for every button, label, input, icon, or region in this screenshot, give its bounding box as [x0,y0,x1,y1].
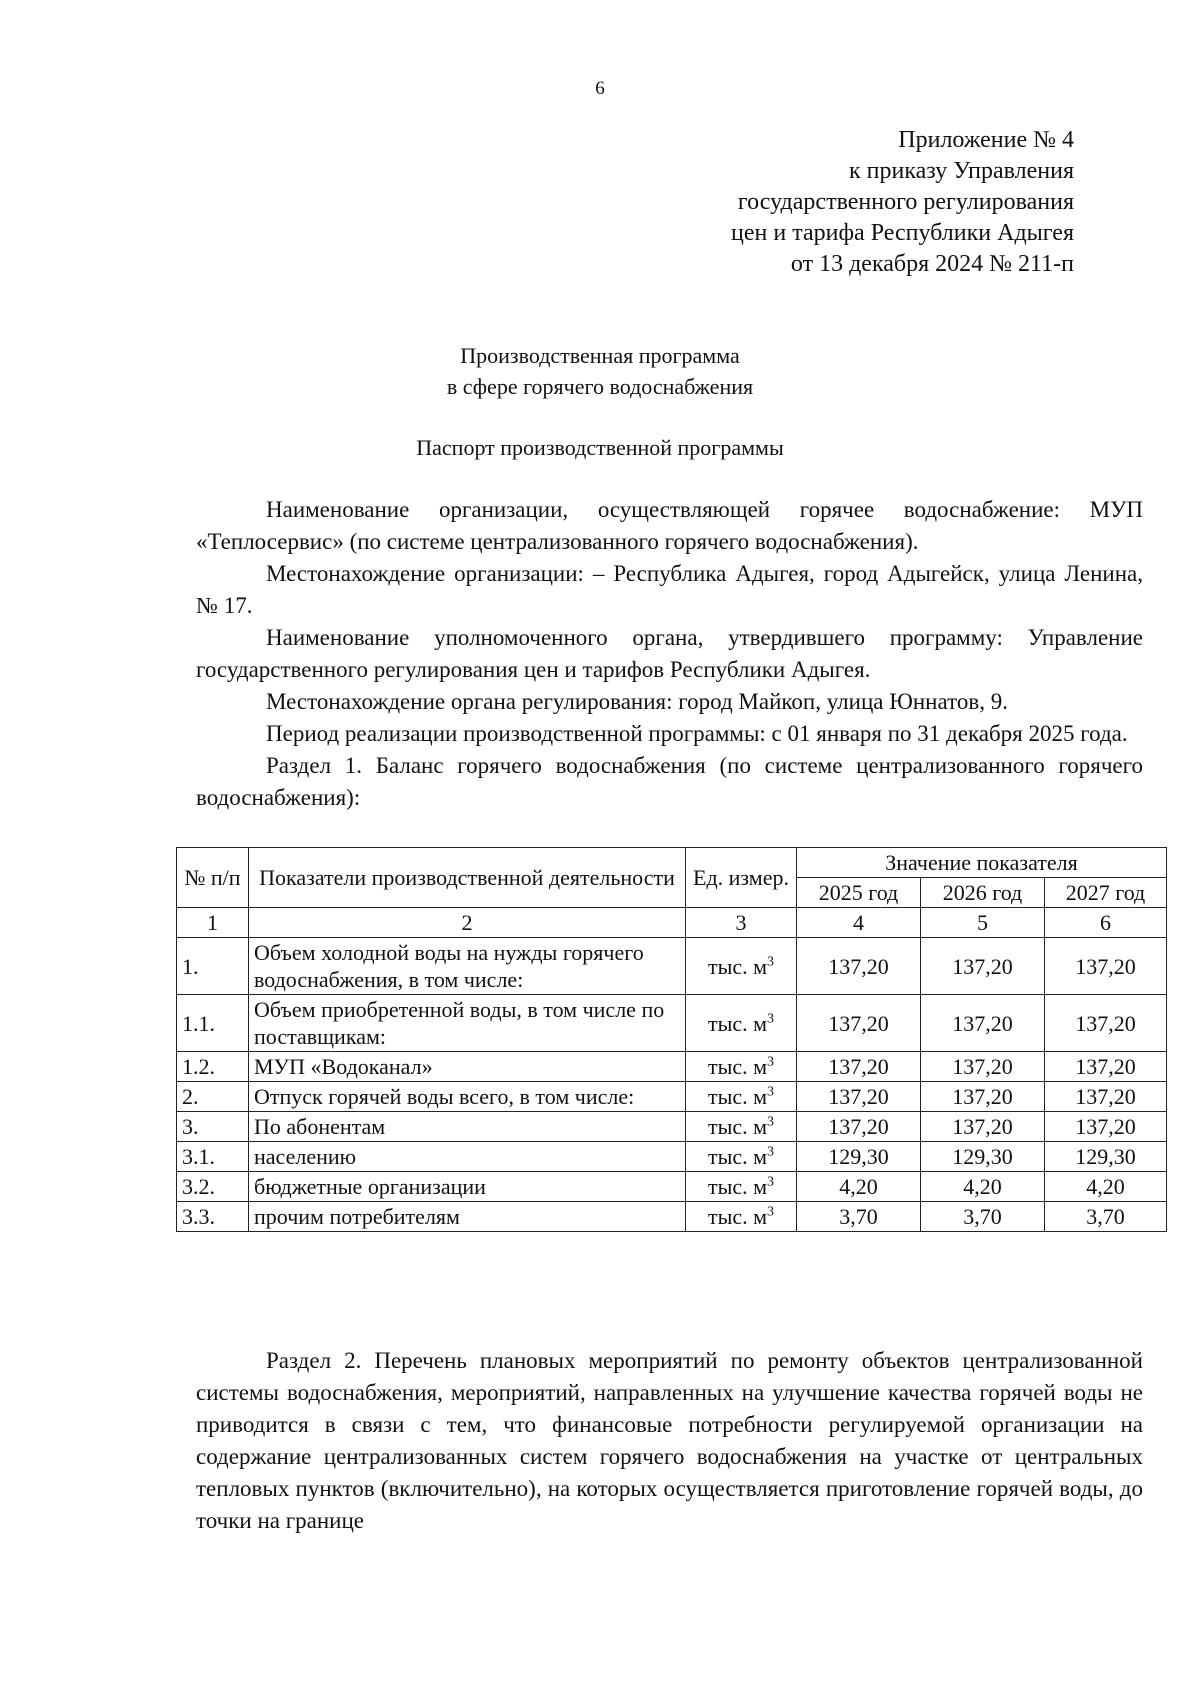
header-year: 2026 год [921,878,1045,908]
cell-value-2025: 129,30 [797,1142,921,1172]
cell-value-2027: 137,20 [1045,938,1167,995]
cell-value-2027: 137,20 [1045,1052,1167,1082]
unit-superscript: 3 [767,1084,775,1100]
table-row [177,995,1167,1052]
cell-indicator: Объем приобретенной воды, в том числе по поставщикам: [249,995,686,1052]
column-number: 1 [177,908,249,938]
cell-value-2026: 3,70 [921,1202,1045,1232]
table-row [177,1082,1167,1112]
cell-value-2025: 137,20 [797,995,921,1052]
cell-value-2026: 137,20 [921,1082,1045,1112]
cell-value-2026: 137,20 [921,1112,1045,1142]
table-row [177,1172,1167,1202]
table-row [177,938,1167,995]
unit-superscript: 3 [767,1054,775,1070]
cell-value-2027: 137,20 [1045,995,1167,1052]
section2-paragraph: Раздел 2. Перечень плановых мероприятий по ремонту объектов централизованной системы водоснабжения, мероприятий, направленных на улучшение качества горячей воды не приводится в связи с тем, что финансовые потребности регулируемой организации на содержание централизованных систем горячего водоснабжения на участке от центральных тепловых пунктов (включительно), на которых осуществляется приготовление горячей воды, до точки на границе [196,1348,1143,1533]
passport-text [196,494,1143,814]
section1-heading: Раздел 1. Баланс горячего водоснабжения (по системе централизованного горячего водоснабжения): [196,753,1143,810]
unit-superscript: 3 [767,1114,775,1130]
header-unit: Ед. измер. [686,848,797,908]
unit-superscript: 3 [767,1174,775,1190]
cell-indicator: населению [249,1142,686,1172]
cell-value-2026: 129,30 [921,1142,1045,1172]
cell-value-2025: 137,20 [797,1112,921,1142]
passport-paragraph: Наименование уполномоченного органа, утвердившего программу: Управление государственного регулирования цен и тарифов Республики Адыгея. [196,625,1143,682]
cell-unit: тыс. $м^3$ [686,1172,797,1202]
cell-indicator: Объем холодной воды на нужды горячего водоснабжения, в том числе: [249,938,686,995]
unit-superscript: 3 [767,1144,775,1160]
passport-paragraph: Период реализации производственной программы: с 01 января по 31 декабря 2025 года. [266,721,1128,746]
cell-unit: тыс. $м^3$ [686,1082,797,1112]
cell-indicator: бюджетные организации [249,1172,686,1202]
cell-value-2026: 137,20 [921,938,1045,995]
header-year: 2025 год [797,878,921,908]
cell-indicator: прочим потребителям [249,1202,686,1232]
cell-unit: тыс. $м^3$ [686,938,797,995]
cell-num: 3.3. [177,1202,249,1232]
appendix-line: от 13 декабря 2024 № 211-п [790,251,1074,277]
header-num: № п/п [177,848,249,908]
section2-text [196,1345,1143,1537]
appendix-line: к приказу Управления [848,158,1074,184]
cell-unit: тыс. $м^3$ [686,1112,797,1142]
header-indicator: Показатели производственной деятельности [249,848,686,908]
column-number: 3 [686,908,797,938]
cell-unit: тыс. $м^3$ [686,1202,797,1232]
cell-value-2026: 4,20 [921,1172,1045,1202]
cell-num: 2. [177,1082,249,1112]
table-row [177,1052,1167,1082]
table-row [177,1112,1167,1142]
passport-title: Паспорт производственной программы [416,435,784,460]
cell-value-2027: 4,20 [1045,1172,1167,1202]
cell-value-2026: 137,20 [921,1052,1045,1082]
cell-value-2027: 137,20 [1045,1082,1167,1112]
appendix-line: цен и тарифа Республики Адыгея [731,220,1074,246]
cell-value-2026: 137,20 [921,995,1045,1052]
cell-value-2025: 137,20 [797,1052,921,1082]
passport-paragraph: Наименование организации, осуществляющей горячее водоснабжение: МУП «Теплосервис» (по системе централизованного горячего водоснабжения). [196,497,1143,554]
column-number: 4 [797,908,921,938]
header-year: 2027 год [1045,878,1167,908]
cell-indicator: Отпуск горячей воды всего, в том числе: [249,1082,686,1112]
column-number: 5 [921,908,1045,938]
passport-paragraph: Местонахождение организации: – Республика Адыгея, город Адыгейск, улица Ленина, № 17. [196,561,1143,618]
column-number: 6 [1045,908,1167,938]
cell-value-2027: 3,70 [1045,1202,1167,1232]
cell-num: 3. [177,1112,249,1142]
cell-indicator: По абонентам [249,1112,686,1142]
cell-value-2025: 4,20 [797,1172,921,1202]
unit-superscript: 3 [767,1011,775,1027]
balance-table [176,847,1167,1232]
document-title [0,340,1200,402]
cell-num: 3.1. [177,1142,249,1172]
cell-unit: тыс. $м^3$ [686,995,797,1052]
cell-num: 1. [177,938,249,995]
cell-value-2027: 129,30 [1045,1142,1167,1172]
cell-num: 1.1. [177,995,249,1052]
column-number: 2 [249,908,686,938]
cell-value-2025: 3,70 [797,1202,921,1232]
cell-indicator: МУП «Водоканал» [249,1052,686,1082]
title-line: Производственная программа [460,343,740,368]
cell-value-2025: 137,20 [797,1082,921,1112]
appendix-block [514,125,1074,280]
passport-paragraph: Местонахождение органа регулирования: город Майкоп, улица Юннатов, 9. [266,689,1008,714]
header-value-group: Значение показателя [797,848,1167,878]
table-row [177,1142,1167,1172]
cell-unit: тыс. $м^3$ [686,1052,797,1082]
page-number: 6 [595,78,605,99]
cell-num: 1.2. [177,1052,249,1082]
appendix-line: Приложение № 4 [898,127,1074,153]
cell-num: 3.2. [177,1172,249,1202]
cell-value-2025: 137,20 [797,938,921,995]
table-row [177,1202,1167,1232]
cell-unit: тыс. $м^3$ [686,1142,797,1172]
cell-value-2027: 137,20 [1045,1112,1167,1142]
unit-superscript: 3 [767,1204,775,1220]
appendix-line: государственного регулирования [737,189,1074,215]
unit-superscript: 3 [767,954,775,970]
title-line: в сфере горячего водоснабжения [446,374,754,399]
